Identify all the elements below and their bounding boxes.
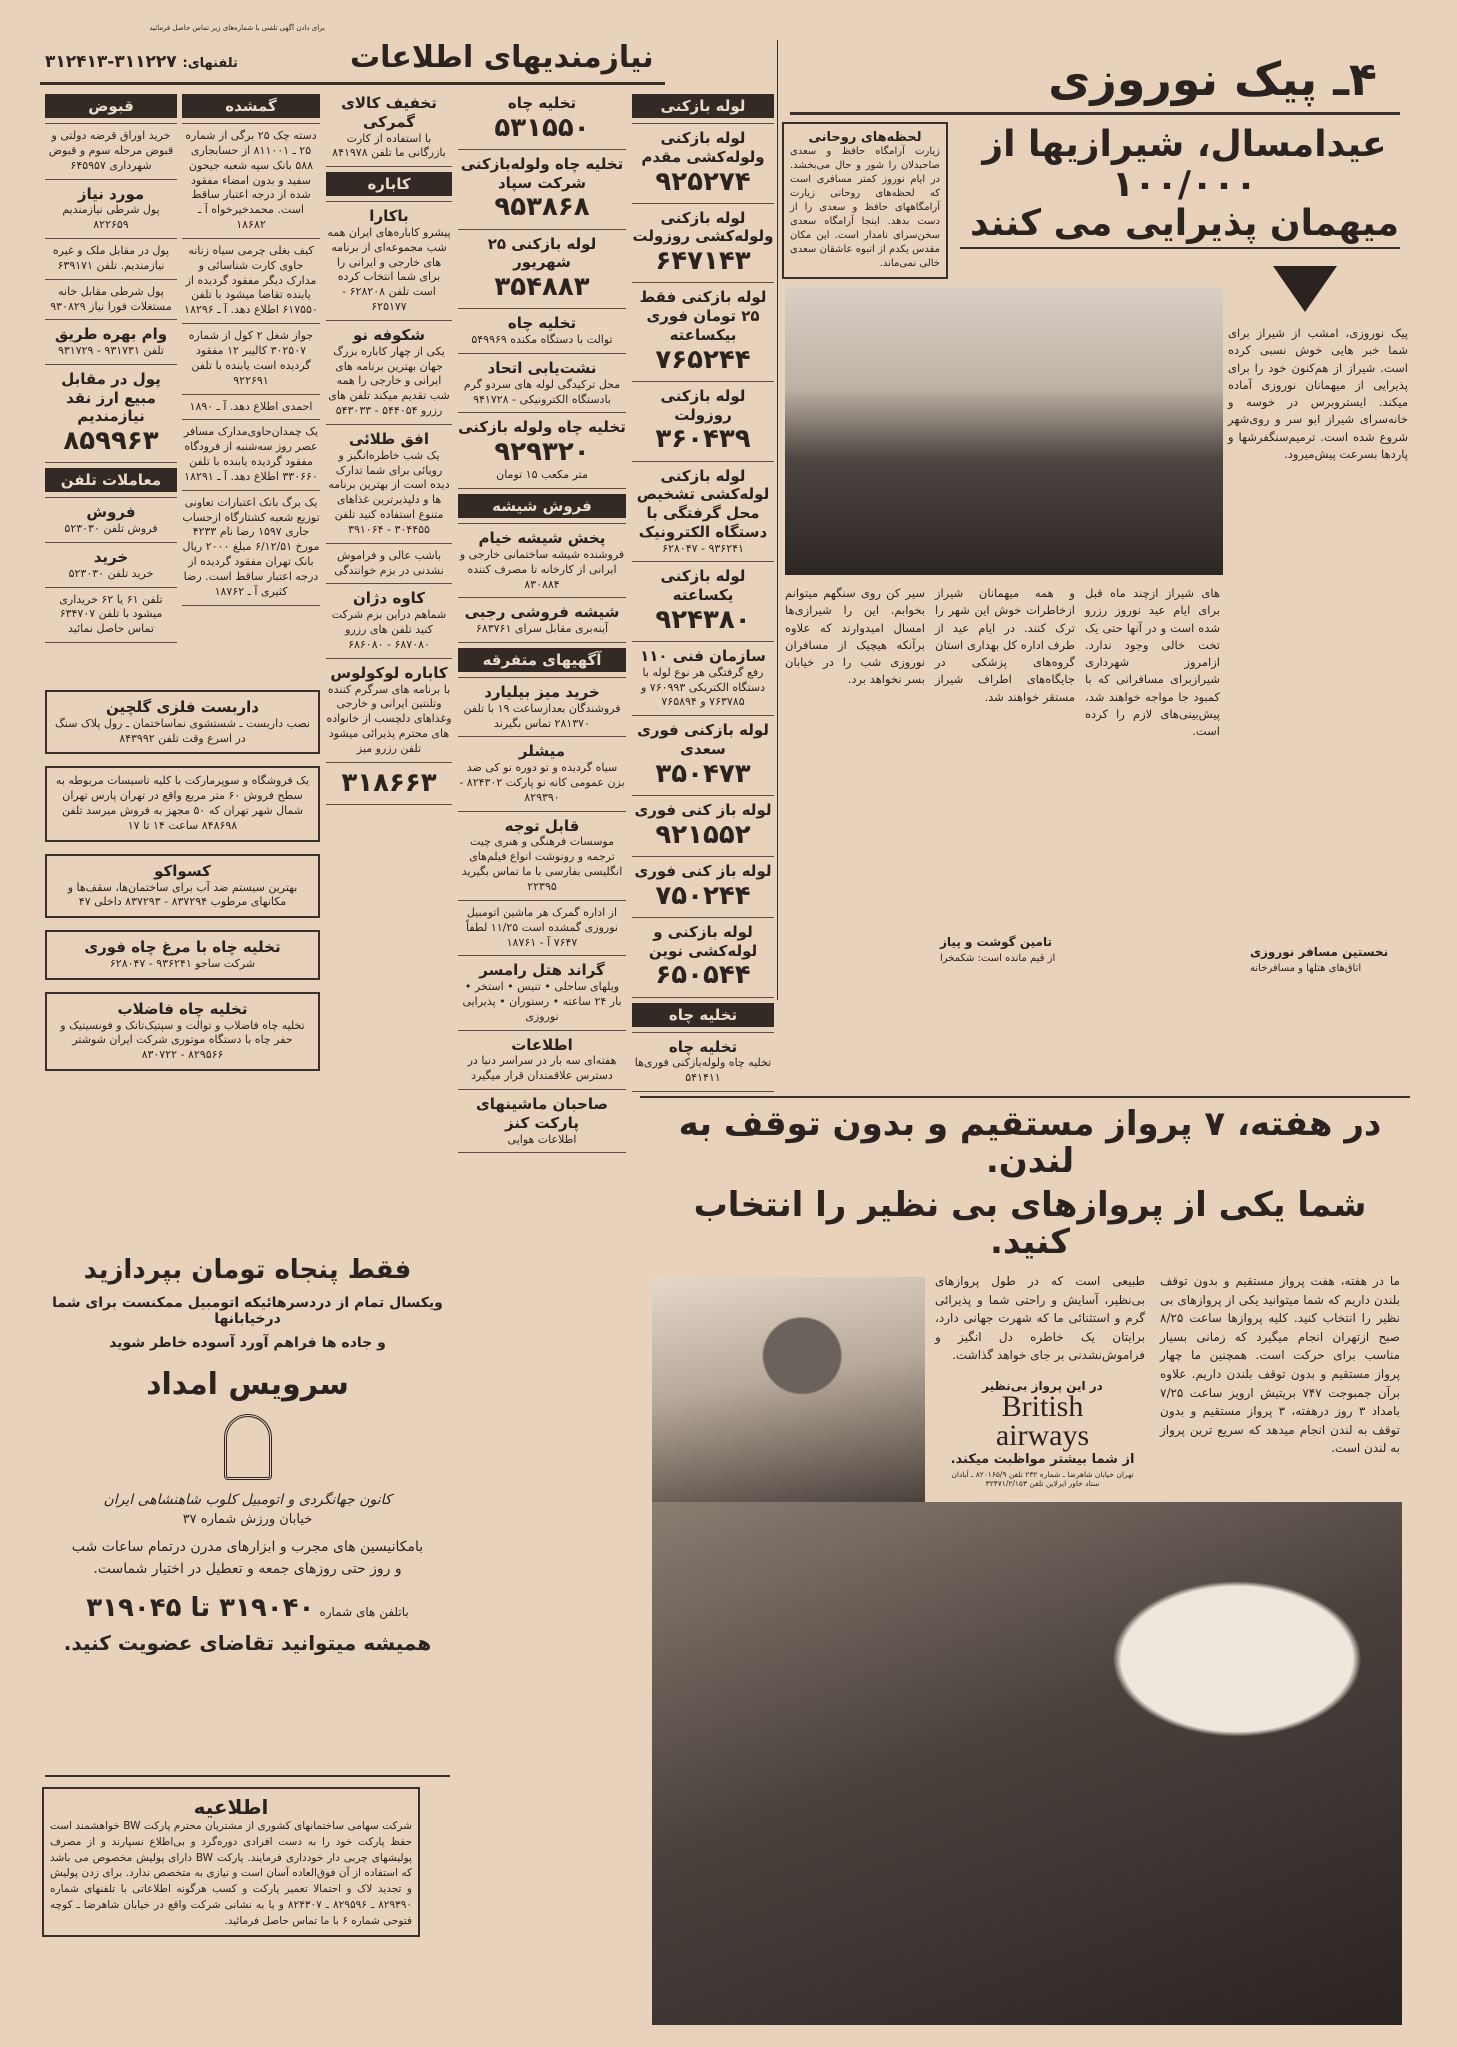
ad-body: دسته چک ۲۵ برگی از شماره ۲۵ ـ ۸۱۱۰۰۱ از حسابجاری ۵۸۸ بانک سپه شعبه جیحون سفید و بدون امضاء مفقود شده از درجه اعتبار ساقط است. محمدخیرخواه آ ـ ۱۸۶۸۲ xyxy=(185,129,317,232)
ad-body: یک چمدان‌حاوی‌مدارک مسافر عصر روز سه‌شنبه از فرودگاه مفقود گردیده یابنده با تلفن ۳۳۰۶۶۰ اطلاع دهد. آ ـ ۱۸۲۹۱ xyxy=(183,425,319,483)
notice-title: اطلاعیه xyxy=(193,1795,269,1819)
classified-ad xyxy=(45,930,320,980)
divider xyxy=(45,1775,450,1777)
classified-column-bonds xyxy=(45,94,177,643)
lead-text: پیک نوروزی، امشب از شیراز برای شما خبر هایی خوش نسبی کرده است. شیراز از هم‌کنون خود را برای پذیرایی از میهمانان نوروزی آماده میکند. ایستروبرس در خوسه و خانه‌سرای شیراز ابو سر و روی‌شهر شروع شده است. ترمیم‌سنگفرشها و پاردها بسرعت پیش‌میرود. xyxy=(1228,326,1408,461)
section-label: گمشده xyxy=(182,94,320,118)
classified-ad xyxy=(632,1003,774,1033)
ad-body: فروشندگان بعدازساعت ۱۹ با تلفن ۲۸۱۳۷۰ تماس بگیرند xyxy=(463,701,621,730)
ad-phone-number: ۹۲۵۲۷۴ xyxy=(655,166,751,197)
ad-phone-number: ۷۶۵۲۴۴ xyxy=(655,344,751,375)
classified-ad xyxy=(45,992,320,1071)
ad-body: با برنامه های سرگرم کننده وتلنتین ایرانی و خارجی وغذاهای دلچسب از خانواده های محترم پذیرائی میشود تلفن رزرو میز xyxy=(326,682,452,755)
ba-logo-block xyxy=(940,1375,1145,1492)
notice-text: شرکت سهامی ساختمانهای کشوری از مشتریان محترم پارکت BW خواهشمند است حفظ پارکت خود را به دست افرادی دوره‌گرد و بی‌اطلاع نسپارند و از مصرف پولیشهای چربی دار خودداری فرمایند. پارکت BW دارای پولیش مخصوص می باشد که استفاده از آن فوق‌العاده آسان است و نیازی به متخصص ندارد. برای زدن پولیش و تجدید لاک و احتمالا تعمیر پارکت و کسب هرگونه اطلاعاتی با تلفنهای شماره ۸۲۹۳۹۰ ـ ۸۲۹۵۹۶ ـ ۸۲۴۳۰۷ و یا به نشانی شرکت واقع در خیابان شاهرضا ـ کوچه فتوحی شماره ۶ با ما تماس حاصل فرمائید. xyxy=(50,1820,413,1927)
classified-ad xyxy=(458,906,626,957)
classified-ad xyxy=(182,329,320,394)
classified-column-wells xyxy=(458,94,626,1153)
ad-title: تخلیه چاه xyxy=(507,94,577,112)
ad-body: از اداره گمرک هر ماشین اتومبیل نوروزی گمشده است ۱۱/۲۵ لطفاً ۷۶۴۷ آ - ۱۸۷۶۱ xyxy=(466,905,618,949)
classified-ad xyxy=(458,418,626,489)
ad-title: گراند هتل رامسر xyxy=(479,961,605,980)
sidebar-text: زیارت آرامگاه حافظ و سعدی صاحبدلان را شور و حال می‌بخشد. در ایام نوروز کمتر مسافری است که لحظه‌های روحانی زیارت آرامگاههای حافظ و سعدی را از دست بدهد. اینجا آرامگاه سعدی سخن‌سرای نامدار است. این مکان مقدس یکدم از انبوه عاشقان سعدی خالی نمی‌ماند. xyxy=(790,146,940,269)
ad-title: لوله بازکنی روزولت xyxy=(660,386,746,424)
emdad-sub: و جاده ها فراهم آورد آسوده خاطر شوید xyxy=(109,1335,386,1351)
ba-headline-line-1: در هفته، ۷ پرواز مستقیم و بدون توقف به لندن. xyxy=(678,1104,1382,1182)
classified-ad xyxy=(458,529,626,598)
emdad-desc: و روز حتی روزهای جمعه و تعطیل در اختیار شماست. xyxy=(93,1561,402,1577)
headline-line-2: میهمان پذیرایی می کنند xyxy=(969,203,1400,245)
ad-title: تخلیه چاه xyxy=(507,314,577,333)
ad-phone-number: ۳۵۴۸۸۳ xyxy=(494,272,590,303)
ad-body: آینه‌بری مقابل سرای ۶۸۳۷۶۱ xyxy=(475,622,609,636)
classified-ad xyxy=(45,854,320,918)
section-label: لوله بازکنی xyxy=(632,94,774,118)
classified-ad xyxy=(182,400,320,421)
phones-value: ۳۱۹۰۴۰ تا ۳۱۹۰۴۵ xyxy=(86,1593,315,1623)
emdad-desc: بامکانیسین های مجرب و ابزارهای مدرن درتمام ساعات شب xyxy=(71,1539,424,1555)
ad-phone-number: ۳۶۰۴۳۹ xyxy=(655,424,751,455)
classified-ad xyxy=(45,370,177,463)
ad-title: فروش xyxy=(86,503,136,522)
ba-brand-line: British xyxy=(1001,1390,1084,1423)
ad-title: وام بهره طریق xyxy=(54,325,168,344)
classified-ad xyxy=(458,742,626,811)
classified-ad xyxy=(45,325,177,365)
phones-label: باتلفن های شماره xyxy=(319,1605,409,1619)
ad-title: داربست فلزی گلچین xyxy=(106,698,259,716)
ba-photo xyxy=(652,1502,1402,2025)
classified-ad xyxy=(632,567,774,642)
ad-title: تخفیف کالای گمرکی xyxy=(341,94,437,131)
ad-body: متر مکعب ۱۵ تومان xyxy=(496,468,588,482)
classified-ad xyxy=(632,209,774,284)
section-label: کاباره xyxy=(326,172,452,196)
ad-title: نشت‌یابی اتحاد xyxy=(487,358,597,377)
classified-ad xyxy=(458,1036,626,1090)
ad-title: لوله بازکنی ولوله‌کشی روزولت xyxy=(632,208,774,246)
classified-column-pipes xyxy=(632,94,774,1092)
classified-ad xyxy=(45,285,177,321)
headline-line-1: عیدامسال، شیرازیها از ۱۰۰/۰۰۰ xyxy=(982,124,1387,205)
caption: اتاق‌های هتلها و مسافرخانه xyxy=(1250,963,1362,974)
ad-title: خرید میز بیلیارد xyxy=(484,683,600,701)
classified-ad xyxy=(326,589,452,658)
ad-body: شرکت ساجو ۹۳۶۲۴۱ - ۶۲۸۰۴۷ xyxy=(109,957,256,970)
ad-title: افق طلائی xyxy=(348,429,430,448)
classified-ad xyxy=(182,129,320,239)
phones-label: تلفنهای: xyxy=(182,56,238,71)
ad-title: مورد نیاز xyxy=(77,184,145,203)
divider xyxy=(640,1096,1410,1098)
classified-column-lost xyxy=(182,94,320,606)
ad-body: بهترین سیستم ضد آب برای ساختمان‌ها، سقف‌ها و مکانهای مرطوب ۸۳۷۲۹۴ - ۸۳۷۲۹۳ داخلی ۴۷ xyxy=(67,880,298,909)
classified-ad xyxy=(45,185,177,239)
ad-title: لوله باز کنی فوری xyxy=(634,801,772,819)
classified-ad xyxy=(45,503,177,543)
divider xyxy=(40,82,665,85)
ad-phone-number: ۶۵۰۵۴۴ xyxy=(655,960,751,991)
ad-title: پخش شیشه خیام xyxy=(478,529,606,548)
article-body-1: های شیراز ازچند ماه قبل برای ایام عید نوروز رزرو شده است و در آنها حتی یک تخت خالی وجود ندارد. ازامروز شهرداری شیرازبرای مسافرانی که با کمبود جا مواجه خواهند شد، پیش‌بینی‌های لازم را کرده است. xyxy=(1085,586,1220,738)
ad-title: تخلیه چاه xyxy=(668,1037,738,1056)
ad-body: یکی از چهار کاباره بزرگ جهان بهترین برنامه های ایرانی و خارجی را همه شب تقدیم میکند تلفن های رزرو ۵۴۴۰۵۴ - ۵۴۳۰۳۳ xyxy=(328,344,450,418)
ad-body: جواز شغل ۲ کول از شماره ۳۰۲۵۰۷ کالیبر ۱۲ مفقود گردیده است یابنده با تلفن ۹۲۲۶۹۱ xyxy=(188,329,314,387)
classified-ad xyxy=(182,244,320,324)
ad-body: ویلهای ساحلی • تنیس • استخر • بار ۲۴ ساعته • رستوران • پذیرایی نوروزی xyxy=(462,980,622,1023)
section-label: معاملات تلفن xyxy=(45,468,177,492)
classified-ad xyxy=(182,496,320,606)
ad-body: تلفن ۹۳۱۷۳۱ - ۹۳۱۷۲۹ xyxy=(57,344,164,358)
ad-title: باکارا xyxy=(369,207,409,226)
section-title: ۴ـ پیک نوروزی xyxy=(1048,52,1377,106)
article-body-3: سیر کن روی سنگهم میتوانم بخوابم. این را شیرازی‌ها امسال امیدوارند که علاوه برآنکه هیچیک از مسافران نوروزی شب را در خیابان بسر نخواهد برد. xyxy=(785,586,925,687)
article-photo xyxy=(785,287,1223,575)
ad-title: میشلر xyxy=(518,742,566,761)
classified-ad xyxy=(458,359,626,413)
ba-headline-line-2: شما یکی از پروازهای بی نظیر را انتخاب کنید. xyxy=(693,1184,1367,1263)
ad-title: لوله بازکنی فقط ۲۵ تومان فوری بیکساعته xyxy=(639,288,767,344)
ad-title: صاحبان ماشینهای پارکت کنز xyxy=(476,1095,608,1132)
classified-ad xyxy=(458,961,626,1030)
notice-box xyxy=(42,1787,420,1937)
classified-wide-ads xyxy=(45,690,320,1071)
ad-title: لوله بازکنی ولوله‌کشی مقدم xyxy=(641,129,765,166)
classified-ad xyxy=(458,603,626,643)
classified-ad xyxy=(632,923,774,998)
ad-phone-number: ۹۲۹۳۲۰ xyxy=(494,437,590,468)
section-label: فروش شیشه xyxy=(458,494,626,518)
emdad-phones xyxy=(45,1593,450,1623)
ad-title: لوله بازکنی فوری سعدی xyxy=(637,721,769,759)
classified-ad xyxy=(45,468,177,498)
ad-body: پول شرطی نیازمندیم ۸۲۲۶۵۹ xyxy=(62,203,160,232)
ad-title: تخلیه چاه با مرغ چاه فوری xyxy=(84,938,281,957)
emdad-headline: فقط پنجاه تومان بپردازید xyxy=(83,1255,412,1285)
arrow-down-icon xyxy=(1273,266,1337,312)
ad-title: قابل توجه xyxy=(504,816,580,835)
ba-address: تهران خیابان شاهرضا ـ شماره ۲۳۲ تلفن ۸۲۰۱۶۵/۹ ـ آبادان ستاد خاور ایرلاین تلفن ۳۲۴۷۱/۲/۱۵۳ xyxy=(951,1470,1134,1488)
ad-phone-number: ۷۵۰۲۴۴ xyxy=(655,880,751,911)
ad-body: فروشنده شیشه ساختمانی خارجی و ایرانی از کارخانه تا مصرف کننده ۸۳۰۸۸۴ xyxy=(459,547,625,591)
classified-ad xyxy=(458,314,626,354)
ba-tagline-bottom: از شما بیشتر مواظبت میکند. xyxy=(950,1452,1135,1467)
classified-ad xyxy=(458,235,626,310)
classified-ad xyxy=(326,430,452,544)
classified-ad xyxy=(326,207,452,321)
classified-ad xyxy=(632,94,774,124)
ad-title: کاباره لوکولوس xyxy=(330,663,448,682)
ad-body: یک برگ بانک اعتبارات تعاونی توزیع شعبه کشتارگاه ازحساب جاری ۱۵۹۷ رضا نام ۴۲۳۳ مورخ ۶/۱۲/۵۱ مبلغ ۲۰۰۰ ریال بانک تهران مفقود گردیده از درجه اعتبار ساقط است. رضا کثیری آ ـ ۱۸۷۶۲ xyxy=(182,495,320,598)
ad-title: کسواکو xyxy=(154,861,211,880)
classified-ad xyxy=(45,690,320,754)
classified-ad xyxy=(45,244,177,280)
ad-phone-number: ۵۳۱۵۵۰ xyxy=(494,112,590,143)
ad-phone-number: ۹۲۱۵۵۲ xyxy=(655,819,751,850)
classified-ad xyxy=(45,593,177,644)
ad-body: توالت با دستگاه مکنده ۵۴۹۹۶۹ xyxy=(471,333,613,347)
classified-ad xyxy=(458,817,626,901)
ad-body: رفع گرفتگی هر نوع لوله با دستگاه الکتریکی ۷۶۰۹۹۳ و ۷۶۳۷۸۵ و ۷۶۵۸۹۴ xyxy=(640,665,766,709)
emdad-address: خیابان ورزش شماره ۳۷ xyxy=(182,1512,313,1527)
classified-ad xyxy=(458,155,626,230)
ad-body: پول شرطی مقابل خانه مستغلات فورا نیاز ۹۳۰۸۲۹ xyxy=(50,284,172,313)
ad-title: تخلیه چاه فاضلاب xyxy=(117,999,248,1018)
caption: از قیم مانده است: شکمخرا xyxy=(940,953,1056,964)
ad-title: اطلاعات xyxy=(511,1035,573,1054)
ad-title: سازمان فنی ۱۱۰ xyxy=(640,647,766,666)
ba-text-left: طبیعی است که در طول پروازهای بی‌نظیر، آسایش و راحتی شما و پذیرائی گرم و استثنائی ما که شهرت جهانی دارد، برایتان یک خاطره دل انگیز و فراموش‌نشدنی بر جای خواهد گذاشت. xyxy=(935,1274,1145,1363)
ad-body: پیشرو کاباره‌های ایران همه شب مجموعه‌ای از برنامه های خارجی و ایرانی را برای شما انتخاب کرده است تلفن ۶۲۸۲۰۸ - ۶۲۵۱۷۷ xyxy=(327,225,451,314)
ad-title: لوله بازکنی و لوله‌کشی نوین xyxy=(648,922,758,960)
sidebar-title: لحظه‌های روحانی xyxy=(808,130,922,145)
ad-body: با استفاده از کارت بازرگانی ما تلفن ۸۴۱۹۷۸ xyxy=(332,131,446,160)
ad-body: یک شب خاطره‌انگیز و رویائی برای شما تدارک دیده است از بهترین برنامه ها و دلپذیرترین غذاهای متنوع استفاده کنید تلفن ۳۰۴۴۵۵ - ۳۹۱۰۶۴ xyxy=(328,448,450,536)
ad-title: لوله بازکنی لوله‌کشی تشخیص محل گرفتگی با دستگاه الکترونیک xyxy=(636,466,770,541)
emdad-org: کانون جهانگردی و اتومبیل کلوب شاهنشاهی ایران xyxy=(103,1492,392,1508)
classified-column-cabaret xyxy=(326,94,452,805)
section-label: تخلیه چاه xyxy=(632,1003,774,1027)
classified-ad xyxy=(45,94,177,124)
ad-body: نصب داربست ـ شستشوی نماساختمان ـ رول پلاک سنگ در اسرع وقت تلفن ۸۴۳۹۹۲ xyxy=(55,716,310,745)
ad-body: تلفن ۶۱ یا ۶۲ خریداری میشود با تلفن ۶۳۴۷۰۷ تماس حاصل نمائید xyxy=(59,592,163,636)
ba-text-right: ما در هفته، هفت پرواز مستقیم و بدون توقف بلندن داریم که شما میتوانید یکی از پروازهای بی نظیر را انتخاب کنید. کلیه پروازها ساعت ۸/۲۵ صبح ازتهران انجام میگیرد که زمانی بسیار مناسب برای حرکت است. همچنین ما چهار پرواز مستقیم و بدون توقف بلندن داریم. علاوه برآن جمبوجت ۷۴۷ بریتیش ارویز ساعت ۷/۲۵ بامداد ۳ روز درهفته، ۳ پرواز مستقیم و بدون توقف به لندن انجام میدهد که سریع ترین پرواز به لندن است. xyxy=(1160,1274,1400,1456)
ad-body: محل ترکیدگی لوله های سردو گرم بادستگاه الکترونیکی - ۹۴۱۷۲۸ xyxy=(463,377,621,406)
classified-ad xyxy=(458,683,626,737)
classified-ad xyxy=(182,425,320,490)
section-label: آگهیهای متفرقه xyxy=(458,648,626,672)
ad-title: خرید xyxy=(93,547,129,566)
classified-ad xyxy=(182,94,320,124)
ba-headline xyxy=(650,1106,1410,1262)
ad-body: پول در مقابل ملک و غیره نیازمندیم. تلفن ۶۳۹۱۷۱ xyxy=(52,243,170,272)
phones-value: ۳۱۱۲۲۷-۳۱۲۴۱۳ xyxy=(45,52,177,72)
sidebar-box xyxy=(782,122,948,279)
ad-phone-number: ۸۵۹۹۶۳ xyxy=(63,426,159,457)
section-label: قبوض xyxy=(45,94,177,118)
classified-ad xyxy=(45,766,320,841)
ad-body: فروش تلفن ۵۲۳۰۳۰ xyxy=(64,522,158,536)
ad-body: شماهم دراین بزم شرکت کنید تلفن های رزرو ۶۸۷۰۸۰ - ۶۸۶۰۸۰ xyxy=(331,608,447,651)
ad-body: اطلاعات هوایی xyxy=(507,1132,577,1146)
classified-ad xyxy=(326,326,452,425)
ad-body: ۹۳۶۲۴۱ - ۶۲۸۰۴۷ xyxy=(662,541,744,555)
ad-body: هفته‌ای سه بار در سراسر دنیا در دسترس علاقمندان قرار میگیرد xyxy=(467,1054,617,1083)
article-body-2: و همه میهمانان شیراز ازخاطرات خوش این شهر را ترک کنند. در ایام عید از طرف اداره کل بهداری استان گروه‌های پزشکی در جایگاه‌های اطراف شیراز مستقر خواهند شد. xyxy=(935,586,1075,704)
emdad-cta: همیشه میتوانید تقاضای عضویت کنید. xyxy=(63,1631,432,1655)
ad-body: موسسات فرهنگی و هنری چیت ترجمه و رونوشت انواع فیلم‌های انگلیسی بفارسی با ما تماس بگیرید ۲۲۳۹۵ xyxy=(461,835,623,893)
ba-photo xyxy=(652,1277,925,1502)
classified-ad xyxy=(458,94,626,150)
ad-title: پول در مقابل مبیع ارز نقد نیازمندیم xyxy=(61,369,161,426)
ad-body: خرید تلفن ۵۲۳۰۳۰ xyxy=(68,566,154,580)
ad-title: شیشه فروشی رجبی xyxy=(464,603,620,622)
classified-ad xyxy=(458,648,626,678)
classifieds-note: برای دادن آگهی تلفنی با شماره‌های زیر تماس حاصل فرمائید xyxy=(149,24,325,32)
ad-title: شکوفه نو xyxy=(352,326,426,344)
divider xyxy=(960,247,1400,249)
ad-phone-number: ۶۴۷۱۴۳ xyxy=(655,246,751,277)
emdad-title: سرویس امداد xyxy=(146,1367,349,1402)
club-emblem-icon xyxy=(224,1414,272,1480)
emdad-ad xyxy=(45,1255,450,1655)
divider xyxy=(790,112,1400,115)
ad-body: سیاه گردیده و تو دوره نو کی ضد بزن عمومی کانه نو پارکت ۸۲۴۳۰۲ - ۸۲۹۳۹۰ xyxy=(459,761,625,804)
caption: تامین گوشت و پیاز xyxy=(940,935,1052,949)
classified-ad xyxy=(45,129,177,180)
classified-ad xyxy=(632,467,774,563)
classified-ad xyxy=(326,172,452,202)
classified-ad xyxy=(632,387,774,462)
ad-phone-number: ۳۵۰۴۷۳ xyxy=(655,758,751,789)
classified-ad xyxy=(632,129,774,204)
classified-ad xyxy=(326,94,452,167)
classified-ad xyxy=(326,768,452,805)
ad-title: تخلیه چاه ولوله بازکنی xyxy=(458,418,626,437)
emdad-sub: ویکسال تمام از دردسرهائیکه اتومبیل ممکنست برای شما درخیابانها xyxy=(52,1295,443,1327)
classified-ad xyxy=(632,647,774,716)
classified-ad xyxy=(632,801,774,857)
classified-ad xyxy=(632,288,774,381)
article-headline xyxy=(957,125,1412,244)
ad-phone-number: ۹۵۳۸۶۸ xyxy=(494,192,590,223)
ad-title: لوله بازکنی یکساعته xyxy=(660,567,746,605)
classifieds-phones xyxy=(45,52,238,72)
caption: نخستین مسافر نوروزی xyxy=(1250,945,1389,959)
ad-title: تخلیه چاه ولوله‌بازکنی شرکت سپاد xyxy=(460,154,624,192)
ad-phone-number: ۳۱۸۶۶۳ xyxy=(341,767,437,798)
classified-ad xyxy=(632,1038,774,1092)
ad-body: خرید اوراق قرضه دولتی و قبوض مرحله سوم و قبوض شهرداری ۶۴۵۹۵۷ xyxy=(48,129,174,172)
ba-brand-line: airways xyxy=(995,1418,1090,1452)
ba-brand xyxy=(944,1390,1141,1452)
ba-tagline-top: در این پرواز بی‌نظیر xyxy=(982,1379,1103,1393)
ad-body: تخلیه چاه فاضلاب و توالت و سپتیک‌تانک و فونسیتیک و حفر چاه با دستگاه موتوری شرکت ایران شوشتر ۸۲۹۵۶۶ - ۸۳۰۷۲۲ xyxy=(60,1018,305,1062)
ad-body: کیف بغلی چرمی سیاه زنانه حاوی کارت شناسائی و مدارک دیگر مفقود گردیده از یابنده تقاضا میشود با تلفن ۶۱۷۵۵۰ اطلاع دهد. آ ـ ۱۸۲۹۶ xyxy=(184,243,318,317)
classified-ad xyxy=(45,548,177,588)
classified-ad xyxy=(458,1095,626,1153)
ad-title: کاوه دژان xyxy=(352,589,426,608)
ad-body: یک فروشگاه و سوپرمارکت با کلیه تاسیسات مربوطه به سطح فروش ۶۰ متر مربع واقع در تهران پارس تهران شمال شهر تهران که ۵۰ مجهز به فروش میرسد تلفن ۸۴۸۶۹۸ ساعت ۱۴ تا ۱۷ xyxy=(55,774,310,832)
ad-title: لوله باز کنی فوری xyxy=(634,861,772,880)
classified-ad xyxy=(458,494,626,524)
column-divider xyxy=(777,40,778,1000)
classified-ad xyxy=(326,549,452,585)
classified-ad xyxy=(632,721,774,796)
ad-body: باشب عالی و فراموش نشدنی در بزم خوانندگی xyxy=(334,548,444,577)
ad-body: تخلیه چاه ولوله‌بازکنی فوری‌ها ۵۴۱۴۱۱ xyxy=(634,1056,772,1085)
ad-title: لوله بازکنی ۲۵ شهریور xyxy=(487,234,597,272)
classifieds-title: نیازمندیهای اطلاعات xyxy=(350,40,654,75)
classified-ad xyxy=(326,664,452,763)
ad-body: احمدی اطلاع دهد. آ ـ ۱۸۹۰ xyxy=(189,399,313,413)
ad-phone-number: ۹۲۴۳۸۰ xyxy=(655,604,751,635)
classified-ad xyxy=(632,862,774,918)
